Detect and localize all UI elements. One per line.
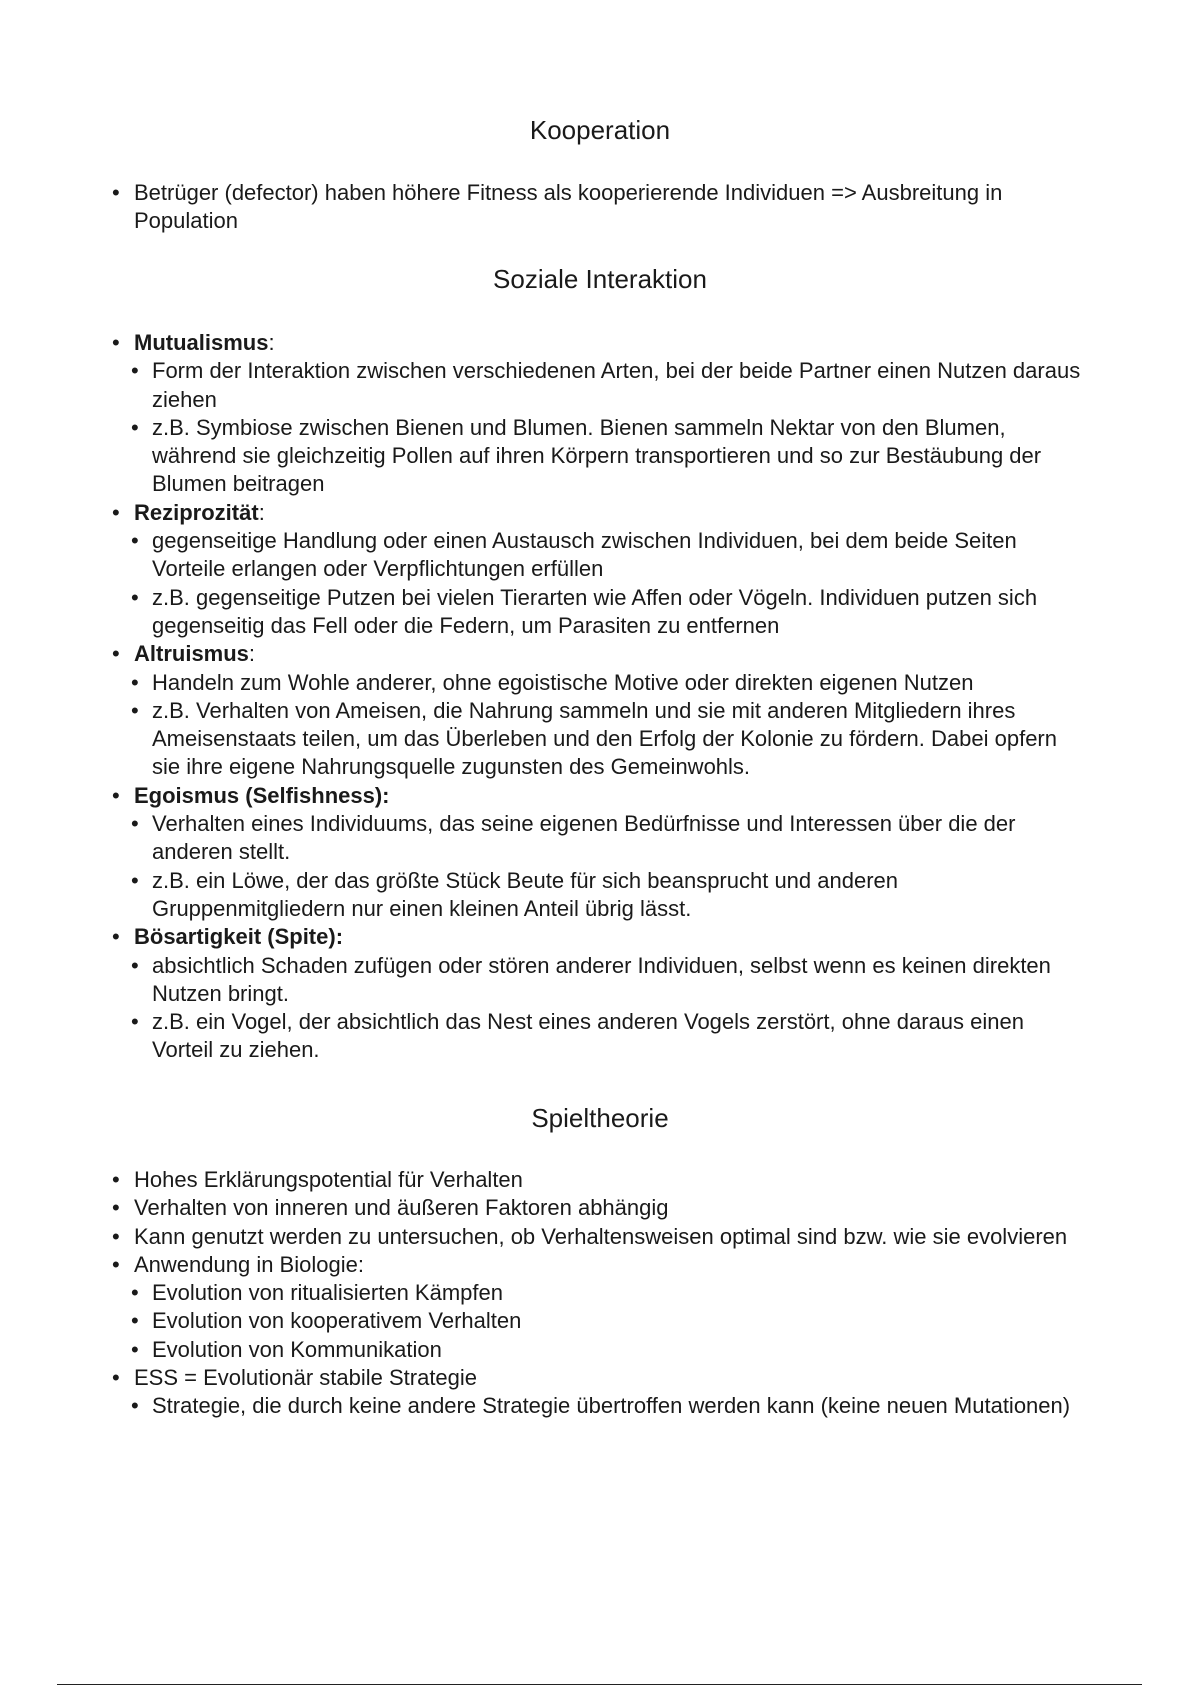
list-item (0, 1279, 1087, 1307)
term-label: Altruismus (134, 641, 249, 667)
item-text: z.B. Verhalten von Ameisen, die Nahrung sammeln und sie mit anderen Mitgliedern ihres Ameisenstaats teilen, um das Überleben und den Erfolg der Kolonie zu fördern. Dabei opfern sie ihre eigene Nahrungsquelle zugunsten des Gemeinwohls. (152, 697, 1057, 780)
list-item (0, 952, 1087, 1009)
bullet-icon: • (131, 867, 139, 893)
bullet-icon: • (112, 782, 120, 808)
item-text: Form der Interaktion zwischen verschiedenen Arten, bei der beide Partner einen Nutzen daraus ziehen (152, 358, 1081, 412)
section-title-spieltheorie: Spieltheorie (531, 1103, 669, 1133)
bullet-icon: • (131, 584, 139, 610)
list-item (0, 1336, 1087, 1364)
item-text: z.B. Symbiose zwischen Bienen und Blumen. Bienen sammeln Nektar von den Blumen, während sie gleichzeitig Pollen auf ihren Körpern transportieren und so zur Bestäubung der Blumen beitragen (152, 414, 1042, 497)
bullet-icon: • (131, 1308, 139, 1334)
list-item (0, 1223, 1079, 1251)
term-label: Mutualismus (134, 330, 269, 355)
item-text: Kann genutzt werden zu untersuchen, ob Verhaltensweisen optimal sind bzw. wie sie evolvieren (134, 1223, 1068, 1249)
item-text: z.B. ein Vogel, der absichtlich das Nest eines anderen Vogels zerstört, ohne daraus einen Vorteil zu ziehen. (152, 1009, 1024, 1063)
item-text: Hohes Erklärungspotential für Verhalten (134, 1167, 523, 1192)
bullet-icon: • (131, 414, 139, 440)
bullet-icon: • (131, 811, 139, 837)
list-item (0, 1251, 1079, 1279)
list-item (0, 1392, 1087, 1420)
list-item (0, 1008, 1087, 1065)
item-text: Verhalten eines Individuums, das seine eigenen Bedürfnisse und Interessen über die der anderen stellt. (152, 811, 1016, 865)
list-item (0, 1364, 1079, 1392)
item-text: Betrüger (defector) haben höhere Fitness als kooperierende Individuen => Ausbreitung in Population (134, 180, 1003, 234)
soziale-interaktion-list (0, 329, 1200, 1065)
term-label: Reziprozität (134, 499, 259, 525)
item-text: absichtlich Schaden zufügen oder stören anderer Individuen, selbst wenn es keinen direkten Nutzen bringt. (152, 952, 1051, 1006)
bullet-icon: • (131, 1280, 139, 1306)
list-item (0, 1166, 1079, 1194)
bullet-icon: • (131, 697, 139, 723)
item-text: Verhalten von inneren und äußeren Faktoren abhängig (134, 1195, 669, 1221)
list-item (0, 584, 1087, 641)
item-text: gegenseitige Handlung oder einen Austausch zwischen Individuen, bei dem beide Seiten Vorteile erlangen oder Verpflichtungen erfüllen (152, 528, 1017, 582)
footer-divider (57, 1684, 1142, 1685)
list-item (0, 867, 1087, 924)
item-text: Evolution von kooperativem Verhalten (152, 1308, 522, 1334)
item-text: Evolution von ritualisierten Kämpfen (152, 1280, 503, 1306)
bullet-icon: • (112, 1251, 120, 1277)
item-text: z.B. gegenseitige Putzen bei vielen Tierarten wie Affen oder Vögeln. Individuen putzen sich gegenseitig das Fell oder die Federn, um Parasiten zu entfernen (152, 584, 1038, 638)
term-item-boesartigkeit (0, 923, 1079, 951)
list-item (0, 357, 1087, 414)
term-item-mutualismus (0, 329, 1079, 357)
list-item (0, 1194, 1079, 1222)
bullet-icon: • (112, 1195, 120, 1221)
list-item (0, 527, 1087, 584)
item-text: z.B. ein Löwe, der das größte Stück Beute für sich beansprucht und anderen Gruppenmitgliedern nur einen kleinen Anteil übrig lässt. (152, 867, 899, 921)
section-title-kooperation: Kooperation (529, 115, 671, 145)
term-suffix: : (268, 330, 275, 355)
kooperation-list (0, 179, 1200, 236)
bullet-icon: • (112, 330, 120, 355)
bullet-icon: • (131, 1393, 139, 1419)
bullet-icon: • (131, 358, 139, 384)
bullet-icon: • (112, 924, 120, 950)
bullet-icon: • (131, 528, 139, 554)
list-item (0, 1307, 1087, 1335)
item-text: Anwendung in Biologie: (134, 1251, 364, 1277)
term-suffix: : (258, 499, 265, 525)
bullet-icon: • (112, 499, 120, 525)
bullet-icon: • (131, 669, 139, 695)
term-item-altruismus (0, 640, 1079, 668)
term-label: Bösartigkeit (Spite): (134, 924, 344, 950)
spieltheorie-list (0, 1166, 1200, 1421)
bullet-icon: • (131, 1009, 139, 1035)
bullet-icon: • (112, 1223, 120, 1249)
item-text: Handeln zum Wohle anderer, ohne egoistische Motive oder direkten eigenen Nutzen (152, 669, 974, 695)
term-item-reziprozitaet (0, 499, 1079, 527)
list-item (0, 179, 1079, 236)
list-item (0, 669, 1087, 697)
term-label: Egoismus (Selfishness): (134, 782, 390, 808)
list-item (0, 697, 1087, 782)
list-item (0, 810, 1087, 867)
item-text: Evolution von Kommunikation (152, 1336, 442, 1362)
term-suffix: : (248, 641, 256, 667)
bullet-icon: • (131, 952, 139, 978)
bullet-icon: • (112, 1365, 120, 1391)
bullet-icon: • (131, 1336, 139, 1362)
item-text: Strategie, die durch keine andere Strategie übertroffen werden kann (keine neuen Mutationen) (152, 1393, 1071, 1419)
bullet-icon: • (112, 1167, 120, 1192)
term-item-egoismus (0, 782, 1079, 810)
bullet-icon: • (112, 641, 120, 667)
item-text: ESS = Evolutionär stabile Strategie (134, 1365, 478, 1391)
bullet-icon: • (112, 180, 120, 205)
section-title-soziale-interaktion: Soziale Interaktion (493, 264, 707, 294)
list-item (0, 414, 1087, 499)
